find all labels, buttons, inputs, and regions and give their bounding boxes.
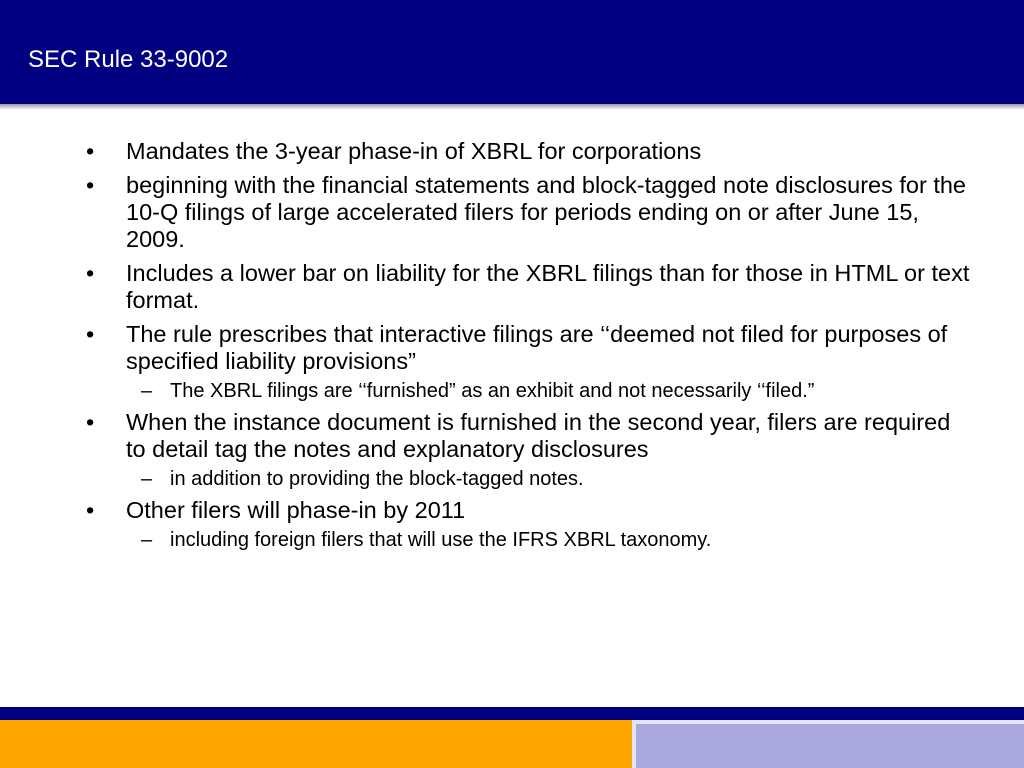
bullet-marker: • [86,172,95,198]
sub-bullet-marker: – [141,380,153,402]
bullet-item [86,138,976,165]
sub-bullet-text: The XBRL filings are ‘‘furnished” as an exhibit and not necessarily ‘‘filed.” [170,380,815,402]
sub-bullet-item [86,528,976,552]
bullet-text: The rule prescribes that interactive filings are ‘‘deemed not filed for purposes of specified liability provisions” [126,321,948,374]
bullet-text: Includes a lower bar on liability for the XBRL filings than for those in HTML or text format. [126,260,970,313]
sub-bullet-marker: – [141,468,153,490]
bullet-text: Mandates the 3-year phase-in of XBRL for corporations [126,138,702,164]
sub-bullet-text: in addition to providing the block-tagged notes. [170,468,584,490]
bullet-list [86,138,976,558]
bullet-text: When the instance document is furnished in the second year, filers are required to detail tag the notes and explanatory disclosures [126,409,951,462]
footer-band [0,707,1024,720]
footer-orange-block [0,720,632,768]
bullet-marker: • [86,497,95,523]
title-bar-shadow [0,104,1024,110]
bullet-marker: • [86,321,95,347]
bullet-text: Other filers will phase-in by 2011 [126,497,466,523]
sub-bullet-item [86,467,976,491]
bullet-item [86,497,976,524]
bullet-marker: • [86,409,95,435]
sub-bullet-item [86,379,976,403]
sub-bullet-marker: – [141,529,153,551]
footer-lilac-block [632,720,1024,768]
bullet-item [86,409,976,463]
bullet-marker: • [86,138,95,164]
bullet-item [86,172,976,253]
bullet-marker: • [86,260,95,286]
slide-title: SEC Rule 33-9002 [28,46,229,73]
bullet-item [86,321,976,375]
bullet-item [86,260,976,314]
sub-bullet-text: including foreign filers that will use the IFRS XBRL taxonomy. [170,529,712,551]
bullet-text: beginning with the financial statements and block-tagged note disclosures for the 10-Q filings of large accelerated filers for periods ending on or after June 15, 2009. [126,172,966,252]
